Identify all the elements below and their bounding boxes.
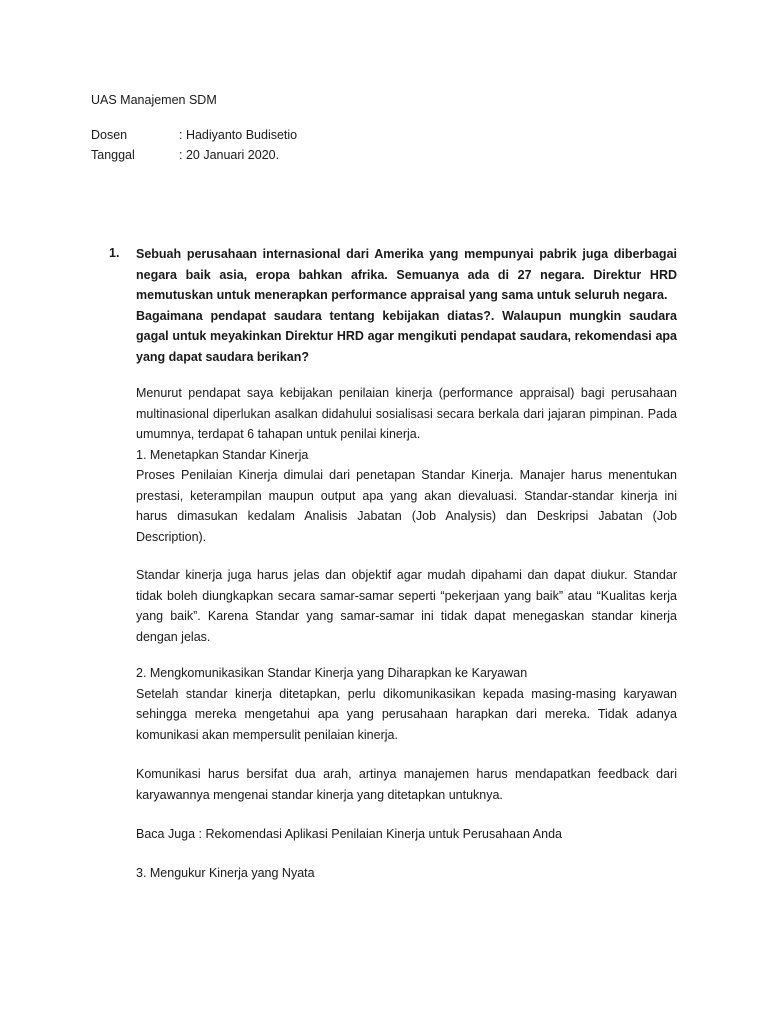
section-heading: 3. Mengukur Kinerja yang Nyata [136, 866, 315, 880]
answer-section-2b [136, 764, 677, 805]
question-paragraph: Bagaimana pendapat saudara tentang kebijakan diatas?. Walaupun mungkin saudara gagal untuk meyakinkan Direktur HRD agar mengikuti pendapat saudara, rekomendasi apa yang dapat saudara berikan? [136, 308, 677, 364]
body-paragraph: Proses Penilaian Kinerja dimulai dari penetapan Standar Kinerja. Manajer harus menentukan prestasi, keterampilan maupun output apa yang akan dievaluasi. Standar-standar kinerja ini harus dimasukan kedalam Analisis Jabatan (Job Analysis) dan Deskripsi Jabatan (Job Description). [136, 468, 677, 544]
question-text [136, 244, 677, 367]
meta-row-dosen [91, 128, 297, 142]
answer-section-3 [136, 863, 677, 884]
meta-label: Tanggal [91, 148, 135, 162]
body-paragraph: Standar kinerja juga harus jelas dan objektif agar mudah dipahami dan dapat diukur. Standar tidak boleh diungkapkan secara samar-samar seperti “pekerjaan yang baik” atau “Kualitas kerja yang baik”. Karena Standar yang samar-samar ini tidak dapat menegaskan standar kinerja dengan jelas. [136, 568, 677, 644]
read-also-line [136, 824, 677, 845]
body-paragraph: Setelah standar kinerja ditetapkan, perlu dikomunikasikan kepada masing-masing karyawan sehingga mereka mengetahui apa yang perusahaan harapkan dari mereka. Tidak adanya komunikasi akan mempersulit penilaian kinerja. [136, 686, 677, 742]
section-heading: 2. Mengkomunikasikan Standar Kinerja yang Diharapkan ke Karyawan [136, 666, 528, 680]
meta-value: : 20 Januari 2020. [179, 148, 280, 162]
meta-row-tanggal [91, 148, 279, 162]
section-heading: 1. Menetapkan Standar Kinerja [136, 447, 309, 462]
read-also-text: Baca Juga : Rekomendasi Aplikasi Penilaian Kinerja untuk Perusahaan Anda [136, 827, 562, 841]
answer-section-1b [136, 565, 677, 647]
answer-intro: Menurut pendapat saya kebijakan penilaian kinerja (performance appraisal) bagi perusahaan multinasional diperlukan asalkan didahului sosialisasi secara berkala dari jajaran pimpinan. Pada umumnya, terdapat 6 tahapan untuk penilai kinerja. [136, 386, 677, 441]
question-paragraph: Sebuah perusahaan internasional dari Amerika yang mempunyai pabrik juga diberbagai negara baik asia, eropa bahkan afrika. Semuanya ada di 27 negara. Direktur HRD memutuskan untuk menerapkan performance appraisal yang sama untuk seluruh negara. [136, 247, 677, 302]
answer-section-2 [136, 663, 677, 745]
body-paragraph: Komunikasi harus bersifat dua arah, artinya manajemen harus mendapatkan feedback dari karyawannya mengenai standar kinerja yang ditetapkan untuknya. [136, 767, 677, 802]
question-number: 1. [109, 246, 120, 260]
meta-value: : Hadiyanto Budisetio [179, 128, 298, 142]
meta-label: Dosen [91, 128, 128, 142]
answer-section-1 [136, 383, 677, 547]
document-title: UAS Manajemen SDM [91, 93, 217, 107]
